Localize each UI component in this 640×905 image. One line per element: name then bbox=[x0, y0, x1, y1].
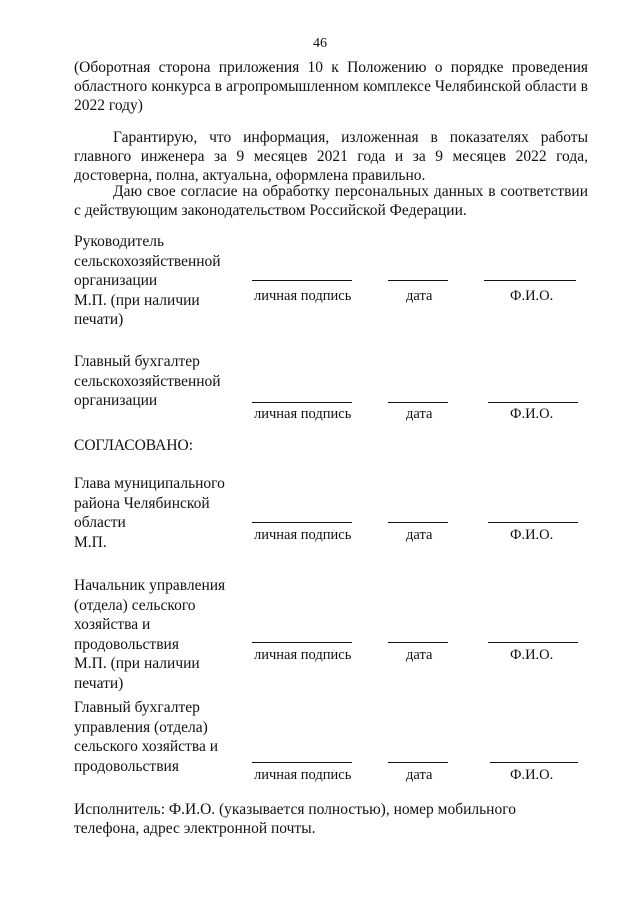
signature-line bbox=[252, 642, 352, 643]
label-line: управления (отдела) bbox=[74, 718, 208, 736]
signature-caption: личная подпись bbox=[254, 647, 352, 663]
date-caption: дата bbox=[406, 767, 433, 783]
label-line: Начальник управления bbox=[74, 577, 226, 594]
signature-line bbox=[252, 402, 352, 403]
label-line: Глава муниципального bbox=[74, 475, 225, 492]
date-caption: дата bbox=[406, 527, 433, 543]
name-line bbox=[488, 402, 578, 403]
signature-caption: личная подпись bbox=[254, 527, 352, 543]
signature-line bbox=[252, 280, 352, 281]
label-line: печати) bbox=[74, 674, 124, 692]
date-line bbox=[388, 762, 448, 763]
label-line: Главный бухгалтер bbox=[74, 699, 200, 716]
name-line bbox=[488, 522, 578, 523]
label-line: области bbox=[74, 514, 126, 531]
name-caption: Ф.И.О. bbox=[510, 288, 554, 304]
signature-caption: личная подпись bbox=[254, 288, 352, 304]
name-caption: Ф.И.О. bbox=[510, 767, 554, 783]
signatory-head-label bbox=[74, 232, 254, 330]
label-line: М.П. (при наличии bbox=[74, 655, 200, 672]
signature-caption: личная подпись bbox=[254, 767, 352, 783]
signature-caption: личная подпись bbox=[254, 406, 352, 422]
label-line: продовольствия bbox=[74, 635, 179, 653]
executor-note: Исполнитель: Ф.И.О. (указывается полностью), номер мобильного телефона, адрес электронной почты. bbox=[74, 801, 516, 837]
agreed-heading: СОГЛАСОВАНО: bbox=[74, 437, 194, 454]
date-caption: дата bbox=[406, 288, 433, 304]
date-line bbox=[388, 402, 448, 403]
signatory-department-head-label bbox=[74, 576, 254, 693]
signatory-department-accountant-label bbox=[74, 698, 254, 776]
label-line: хозяйства и bbox=[74, 616, 151, 633]
label-line: продовольствия bbox=[74, 757, 179, 775]
label-line: организации bbox=[74, 392, 158, 409]
label-line: сельского хозяйства и bbox=[74, 738, 218, 755]
guarantee-paragraph: Гарантирую, что информация, изложенная в показателях работы главного инженера за 9 месяцев 2021 года и за 9 месяцев 2022 года, достоверна, полна, актуальна, оформлена правильно. bbox=[74, 129, 588, 184]
header-note: (Оборотная сторона приложения 10 к Положению о порядке проведения областного конкурса в агропромышленном комплексе Челябинской области в 2022 году) bbox=[74, 59, 588, 114]
name-caption: Ф.И.О. bbox=[510, 527, 554, 543]
signatory-district-head-label bbox=[74, 474, 254, 552]
signature-line bbox=[252, 762, 352, 763]
label-line: печати) bbox=[74, 311, 124, 328]
consent-paragraph: Даю свое согласие на обработку персональных данных в соответствии с действующим законодательством Российской Федерации. bbox=[74, 183, 588, 219]
signatory-chief-accountant-label bbox=[74, 352, 254, 411]
name-caption: Ф.И.О. bbox=[510, 647, 554, 663]
name-line bbox=[488, 642, 578, 643]
label-line: сельскохозяйственной bbox=[74, 252, 221, 270]
name-line bbox=[484, 280, 576, 281]
label-line: сельскохозяйственной bbox=[74, 372, 221, 390]
label-line: (отдела) сельского bbox=[74, 596, 196, 614]
label-line: М.П. bbox=[74, 533, 107, 551]
name-line bbox=[490, 762, 578, 763]
page-number: 46 bbox=[313, 36, 327, 51]
label-line: организации bbox=[74, 272, 158, 289]
label-line: района Челябинской bbox=[74, 494, 210, 512]
label-line: Главный бухгалтер bbox=[74, 353, 200, 370]
date-caption: дата bbox=[406, 406, 433, 422]
label-line: Руководитель bbox=[74, 233, 165, 250]
date-caption: дата bbox=[406, 647, 433, 663]
date-line bbox=[388, 642, 448, 643]
signature-line bbox=[252, 522, 352, 523]
label-line: М.П. (при наличии bbox=[74, 291, 200, 309]
name-caption: Ф.И.О. bbox=[510, 406, 554, 422]
date-line bbox=[388, 522, 448, 523]
date-line bbox=[388, 280, 448, 281]
